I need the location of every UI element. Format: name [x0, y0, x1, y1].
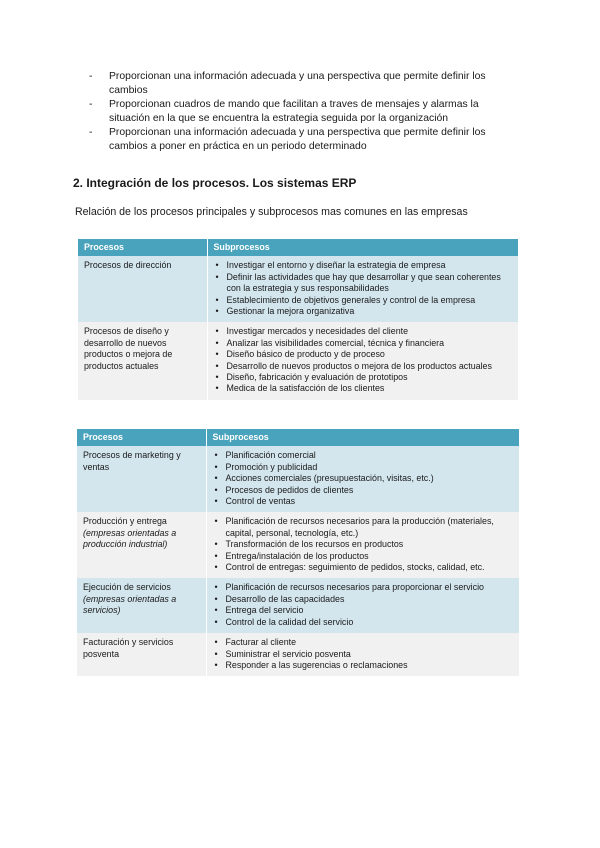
bullet-marker: •	[214, 516, 218, 527]
list-item	[213, 594, 514, 605]
intro-item	[89, 126, 519, 153]
bullet-marker: •	[214, 616, 218, 627]
section-heading: 2. Integración de los procesos. Los sistemas ERP	[73, 176, 357, 190]
subprocesos-list	[214, 326, 513, 394]
table-header-row	[78, 239, 519, 256]
list-item	[213, 660, 514, 671]
list-item	[214, 272, 513, 295]
subproceso-text: Definir las actividades que hay que desarrollar y que sean coherentes con la estrategia y sus responsabilidades	[226, 271, 501, 294]
subproceso-text: Facturar al cliente	[225, 637, 297, 648]
subproceso-text: Diseño básico de producto y de proceso	[226, 349, 385, 360]
subproceso-text: Suministrar el servicio posventa	[225, 648, 351, 659]
intro-item-text: Proporcionan cuadros de mando que facilitan a traves de mensajes y alarmas la situación en la que se encuentra la estrategia seguida por la organización	[109, 99, 479, 124]
list-item	[213, 649, 514, 660]
list-item	[213, 450, 514, 461]
bullet-marker: •	[214, 593, 218, 604]
proceso-name: Procesos de marketing y ventas	[83, 450, 181, 472]
proceso-subtitle: (empresas orientadas a producción industrial)	[83, 527, 177, 550]
subproceso-text: Diseño, fabricación y evaluación de prototipos	[226, 372, 408, 383]
subprocesos-list	[214, 260, 513, 317]
bullet-marker: •	[214, 637, 218, 648]
proceso-cell	[78, 322, 207, 399]
bullet-marker: •	[214, 605, 218, 616]
subproceso-text: Analizar las visibilidades comercial, técnica y financiera	[226, 337, 445, 348]
proceso-cell	[78, 256, 207, 322]
list-item	[213, 496, 514, 507]
subprocesos-cell	[206, 578, 520, 633]
subprocesos-list	[213, 516, 514, 573]
bullet-marker: •	[215, 271, 219, 282]
subprocesos-list	[213, 450, 514, 507]
bullet-marker: •	[214, 496, 218, 507]
bullet-marker: •	[214, 562, 218, 573]
bullet-marker: •	[214, 450, 218, 461]
list-item	[214, 383, 513, 394]
list-item	[214, 306, 513, 317]
dash-marker: -	[89, 99, 93, 111]
bullet-marker: •	[214, 539, 218, 550]
subproceso-text: Establecimiento de objetivos generales y control de la empresa	[226, 294, 476, 305]
list-item	[214, 361, 513, 372]
list-item	[213, 551, 514, 562]
table-row	[78, 256, 519, 322]
proceso-cell	[77, 633, 206, 676]
bullet-marker: •	[215, 349, 219, 360]
table-header-row	[77, 429, 520, 446]
list-item	[214, 326, 513, 337]
list-item	[214, 338, 513, 349]
subprocesos-cell	[206, 446, 520, 512]
proceso-cell	[77, 578, 206, 633]
header-subprocesos: Subprocesos	[206, 429, 520, 446]
dash-marker: -	[89, 127, 93, 139]
bullet-marker: •	[215, 260, 219, 271]
intro-list	[89, 70, 519, 155]
process-table-2	[77, 429, 520, 676]
proceso-name: Procesos de diseño y desarrollo de nuevos productos o mejora de productos actuales	[84, 326, 173, 371]
subproceso-text: Control de entregas: seguimiento de pedidos, stocks, calidad, etc.	[225, 562, 485, 573]
list-item	[213, 539, 514, 550]
table-row	[77, 578, 520, 633]
bullet-marker: •	[214, 648, 218, 659]
subproceso-text: Investigar mercados y necesidades del cliente	[226, 326, 409, 337]
list-item	[214, 372, 513, 383]
subproceso-text: Medica de la satisfacción de los clientes	[226, 383, 385, 394]
header-subprocesos: Subprocesos	[207, 239, 519, 256]
table-caption: Relación de los procesos principales y subprocesos mas comunes en las empresas	[75, 206, 468, 218]
subproceso-text: Acciones comerciales (presupuestación, visitas, etc.)	[225, 473, 434, 484]
list-item	[214, 295, 513, 306]
intro-item-text: Proporcionan una información adecuada y una perspectiva que permite definir los cambios a poner en práctica en un periodo determinado	[109, 127, 486, 152]
table-row	[77, 446, 520, 512]
subproceso-text: Planificación comercial	[225, 450, 316, 461]
bullet-marker: •	[214, 659, 218, 670]
bullet-marker: •	[214, 473, 218, 484]
proceso-cell	[77, 512, 206, 578]
subproceso-text: Planificación de recursos necesarios para proporcionar el servicio	[225, 582, 484, 593]
bullet-marker: •	[215, 294, 219, 305]
table-row	[78, 322, 519, 399]
bullet-marker: •	[215, 372, 219, 383]
list-item	[213, 485, 514, 496]
subproceso-text: Responder a las sugerencias o reclamaciones	[225, 659, 408, 670]
bullet-marker: •	[215, 337, 219, 348]
list-item	[213, 462, 514, 473]
bullet-marker: •	[214, 550, 218, 561]
subproceso-text: Procesos de pedidos de clientes	[225, 484, 354, 495]
bullet-marker: •	[215, 326, 219, 337]
subproceso-text: Investigar el entorno y diseñar la estrategia de empresa	[226, 260, 446, 271]
subproceso-text: Entrega/instalación de los productos	[225, 550, 369, 561]
bullet-marker: •	[214, 582, 218, 593]
subproceso-text: Control de la calidad del servicio	[225, 616, 354, 627]
proceso-name: Ejecución de servicios	[83, 582, 171, 593]
proceso-name: Producción y entrega	[83, 516, 167, 527]
list-item	[214, 349, 513, 360]
list-item	[213, 605, 514, 616]
intro-item	[89, 70, 519, 97]
subproceso-text: Control de ventas	[225, 496, 296, 507]
list-item	[213, 637, 514, 648]
subproceso-text: Planificación de recursos necesarios para la producción (materiales, capital, personal, tecnología, etc.)	[225, 516, 494, 538]
subproceso-text: Desarrollo de nuevos productos o mejora de los productos actuales	[226, 360, 492, 371]
bullet-marker: •	[214, 484, 218, 495]
subprocesos-list	[213, 582, 514, 628]
table-row	[77, 633, 520, 676]
process-table-1	[78, 239, 519, 400]
proceso-cell	[77, 446, 206, 512]
intro-item	[89, 98, 519, 125]
bullet-marker: •	[215, 360, 219, 371]
subprocesos-cell	[206, 512, 520, 578]
proceso-subtitle: (empresas orientadas a servicios)	[83, 593, 177, 616]
subproceso-text: Transformación de los recursos en productos	[225, 539, 404, 550]
subproceso-text: Desarrollo de las capacidades	[225, 593, 345, 604]
list-item	[213, 582, 514, 593]
header-procesos: Procesos	[78, 239, 207, 256]
list-item	[214, 260, 513, 271]
list-item	[213, 473, 514, 484]
subprocesos-list	[213, 637, 514, 671]
intro-item-text: Proporcionan una información adecuada y una perspectiva que permite definir los cambios	[109, 71, 486, 96]
subproceso-text: Entrega del servicio	[225, 605, 304, 616]
table-row	[77, 512, 520, 578]
proceso-name: Facturación y servicios posventa	[83, 637, 174, 659]
subproceso-text: Promoción y publicidad	[225, 461, 318, 472]
proceso-name: Procesos de dirección	[84, 260, 172, 271]
list-item	[213, 562, 514, 573]
subprocesos-cell	[207, 322, 519, 399]
bullet-marker: •	[214, 461, 218, 472]
list-item	[213, 617, 514, 628]
subprocesos-cell	[206, 633, 520, 676]
bullet-marker: •	[215, 383, 219, 394]
list-item	[213, 516, 514, 539]
bullet-marker: •	[215, 306, 219, 317]
subproceso-text: Gestionar la mejora organizativa	[226, 306, 355, 317]
subprocesos-cell	[207, 256, 519, 322]
dash-marker: -	[89, 71, 93, 82]
header-procesos: Procesos	[77, 429, 206, 446]
